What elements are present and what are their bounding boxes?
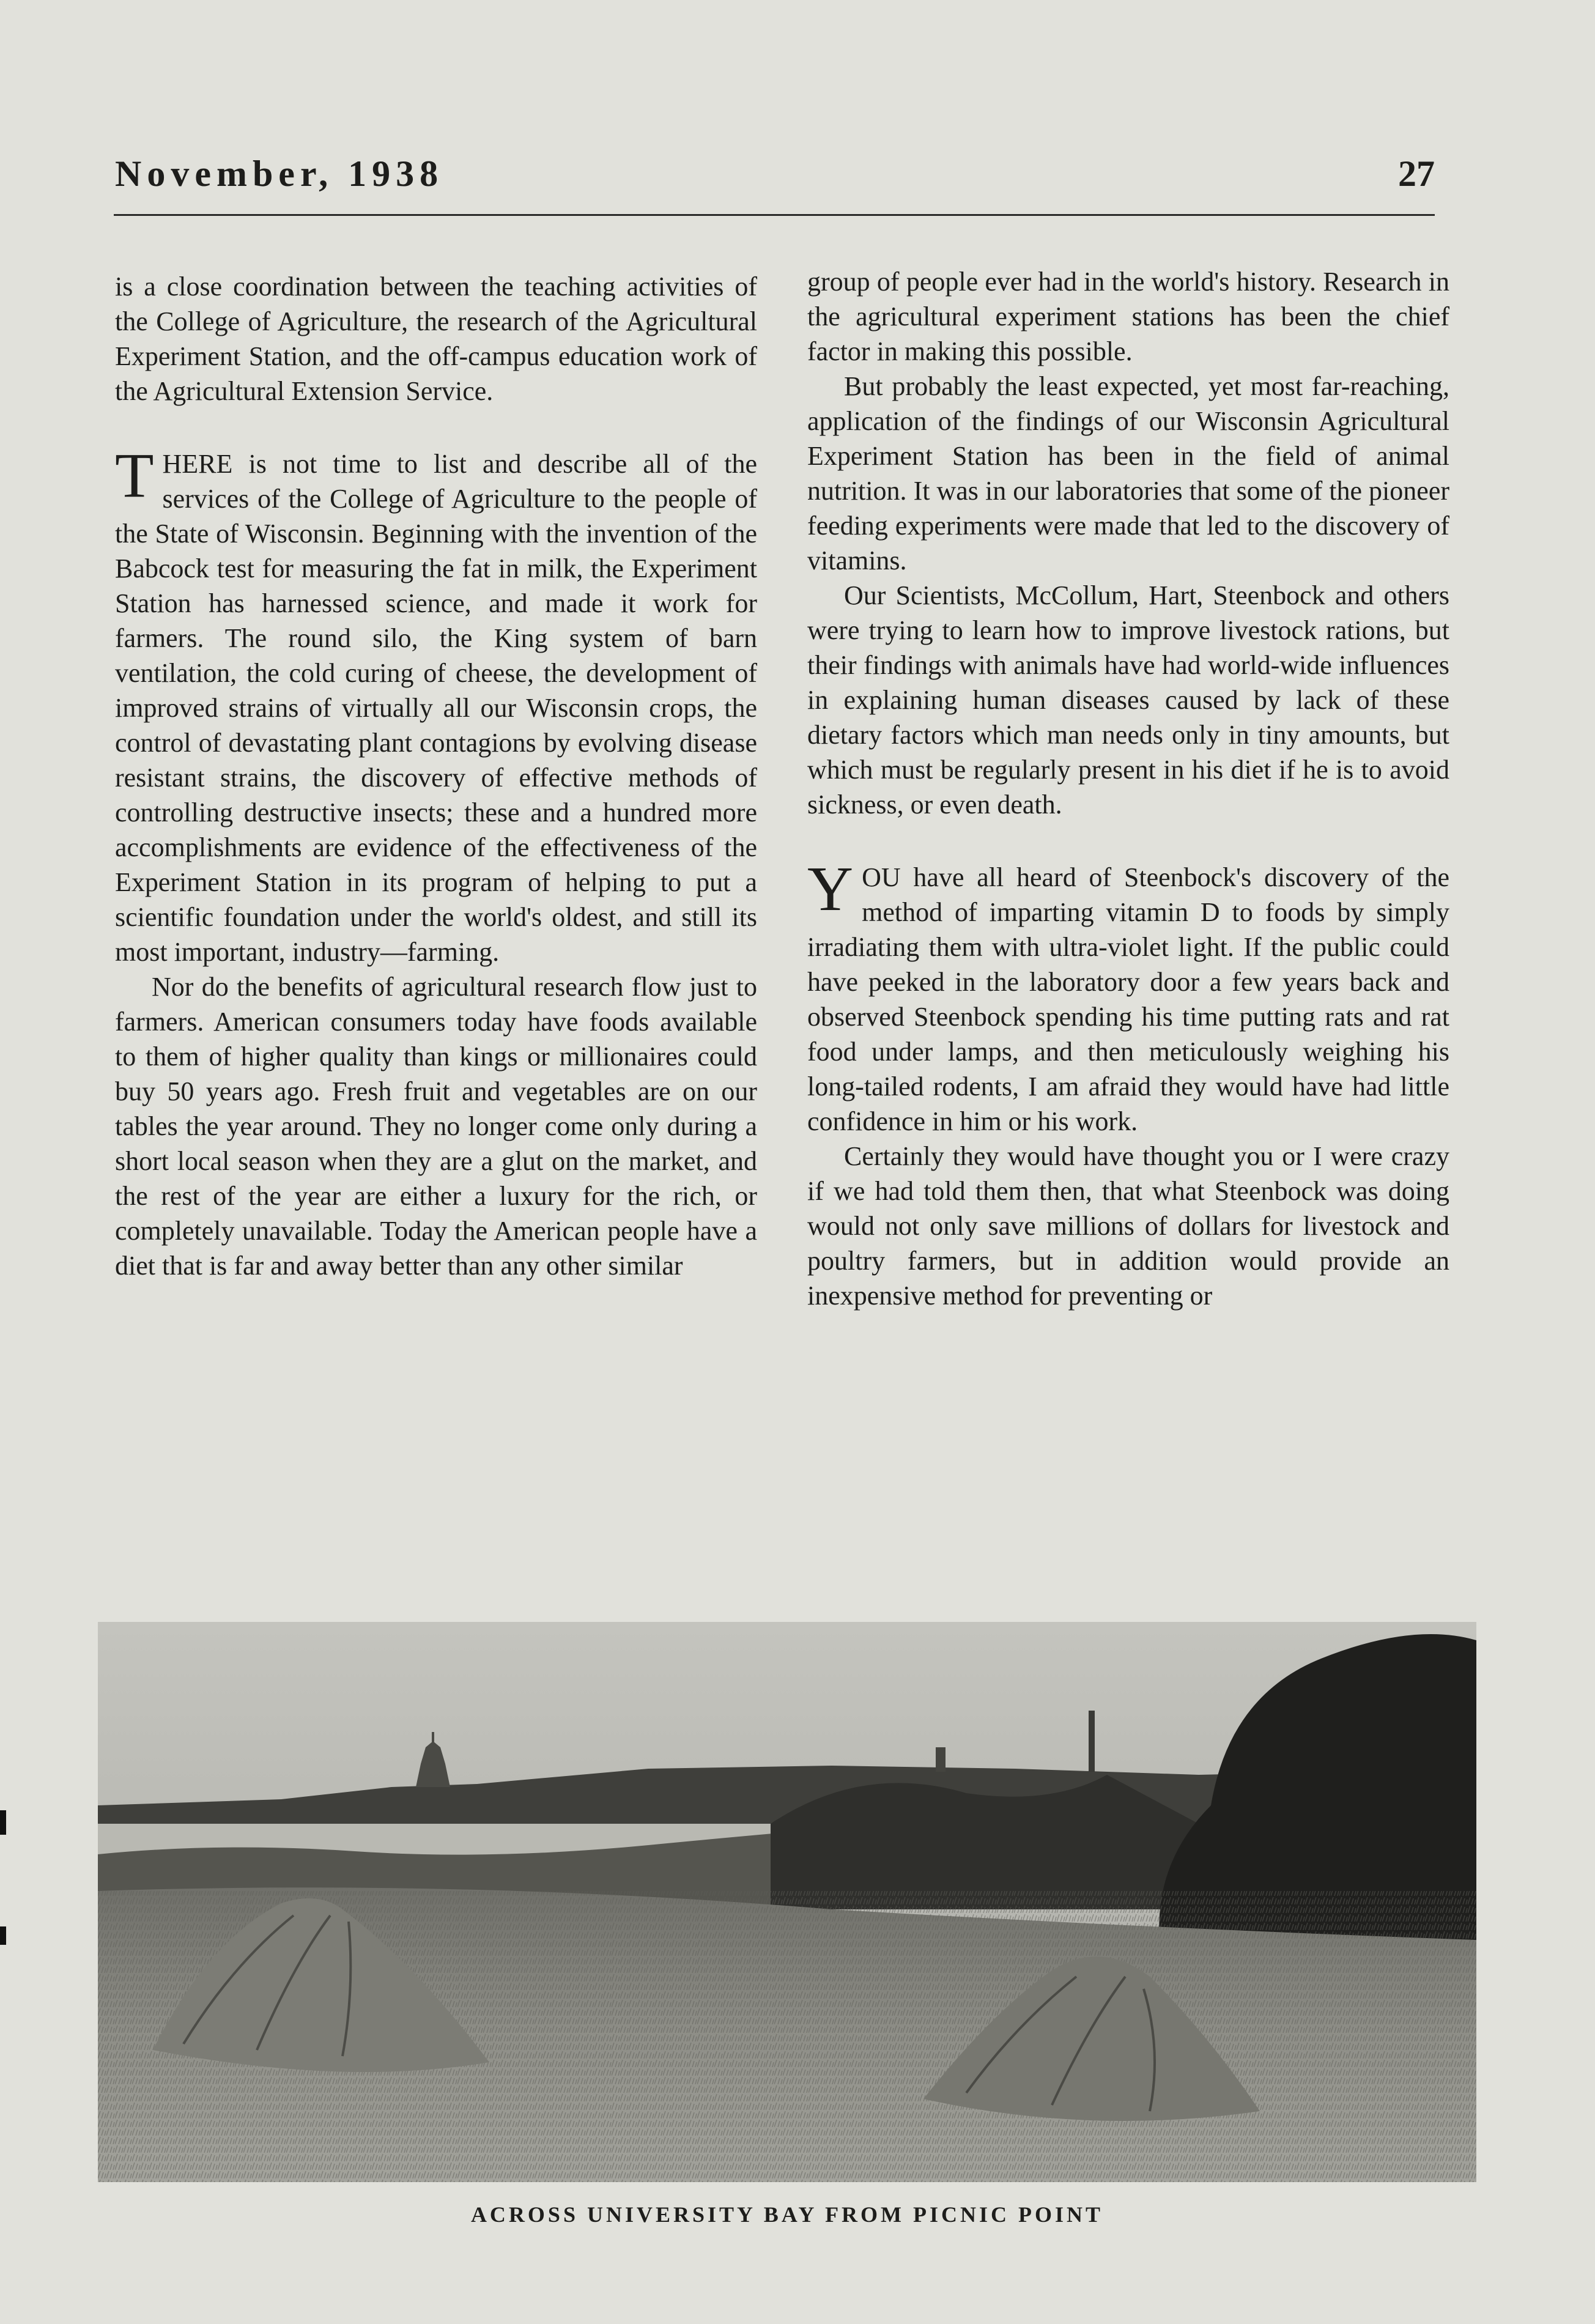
left-text-column	[115, 269, 757, 1283]
paragraph: Nor do the benefits of agricultural research flow just to farmers. American consumers today have foods available to them of higher quality than kings or millionaires could buy 50 years ago. Fresh fruit and vegetables are on our tables the year around. They no longer come only during a short local season when they are a glut on the market, and the rest of the year are either a luxury for the rich, or completely unavailable. Today the American people have a diet that is far and away better than any other similar	[115, 972, 757, 1281]
photo-caption: ACROSS UNIVERSITY BAY FROM PICNIC POINT	[470, 2202, 1104, 2227]
paragraph: is a close coordination between the teaching activities of the College of Agriculture, the research of the Agricultural Experiment Station, and the off-campus education work of the Agricultural Extension Service.	[115, 272, 757, 406]
scan-edge-mark	[0, 1810, 6, 1835]
paragraph-with-dropcap	[807, 854, 1449, 1139]
paragraph: group of people ever had in the world's history. Research in the agricultural experiment stations has been the chief factor in making this possible.	[807, 267, 1449, 366]
paragraph-with-dropcap	[115, 440, 757, 969]
landscape-photograph	[98, 1622, 1476, 2182]
right-text-column	[807, 264, 1449, 1313]
paragraph: Certainly they would have thought you or I were crazy if we had told them then, that what Steenbock was doing would not only save millions of dollars for livestock and poultry farmers, but in addition would provide an inexpensive method for preventing or	[807, 1141, 1449, 1311]
drop-cap: T	[115, 440, 154, 511]
header-divider	[114, 214, 1435, 216]
scan-edge-mark	[0, 1926, 6, 1945]
issue-date: November, 1938	[115, 154, 444, 194]
paragraph-text: OU have all heard of Steenbock's discovery of the method of imparting vitamin D to foods by simply irradiating them with ultra-violet light. If the public could have peeked in the laboratory door a few years back and observed Steenbock spending his time putting rats and rat food under lamps, and then meticulously weighing his long-tailed rodents, I am afraid they would have had little confidence in him or his work.	[807, 862, 1449, 1136]
running-header	[115, 153, 1435, 220]
paragraph-text: HERE is not time to list and describe all of the services of the College of Agriculture to the people of the State of Wisconsin. Beginning with the invention of the Babcock test for measuring the fat in milk, the Experiment Station has harnessed science, and made it work for farmers. The round silo, the King system of barn ventilation, the cold curing of cheese, the development of improved strains of virtually all our Wisconsin crops, the control of devastating plant contagions by evolving disease resistant strains, the discovery of effective methods of controlling destructive insects; these and a hundred more accomplishments are evidence of the effectiveness of the Experiment Station in its program of helping to put a scientific foundation under the world's oldest, and still its most important, industry—farming.	[115, 449, 757, 967]
page-number: 27	[1398, 154, 1435, 194]
haystacks-field-image	[98, 1622, 1476, 2182]
paragraph: Our Scientists, McCollum, Hart, Steenbock and others were trying to learn how to improve livestock rations, but their findings with animals have had world-wide influences in explaining human diseases caused by lack of these dietary factors which man needs only in tiny amounts, but which must be regularly present in his diet if he is to avoid sickness, or even death.	[807, 580, 1449, 820]
paragraph: But probably the least expected, yet most far-reaching, application of the findings of our Wisconsin Agricultural Experiment Station has been in the field of animal nutrition. It was in our laboratories that some of the pioneer feeding experiments were made that led to the discovery of vitamins.	[807, 371, 1449, 575]
drop-cap: Y	[807, 854, 854, 924]
